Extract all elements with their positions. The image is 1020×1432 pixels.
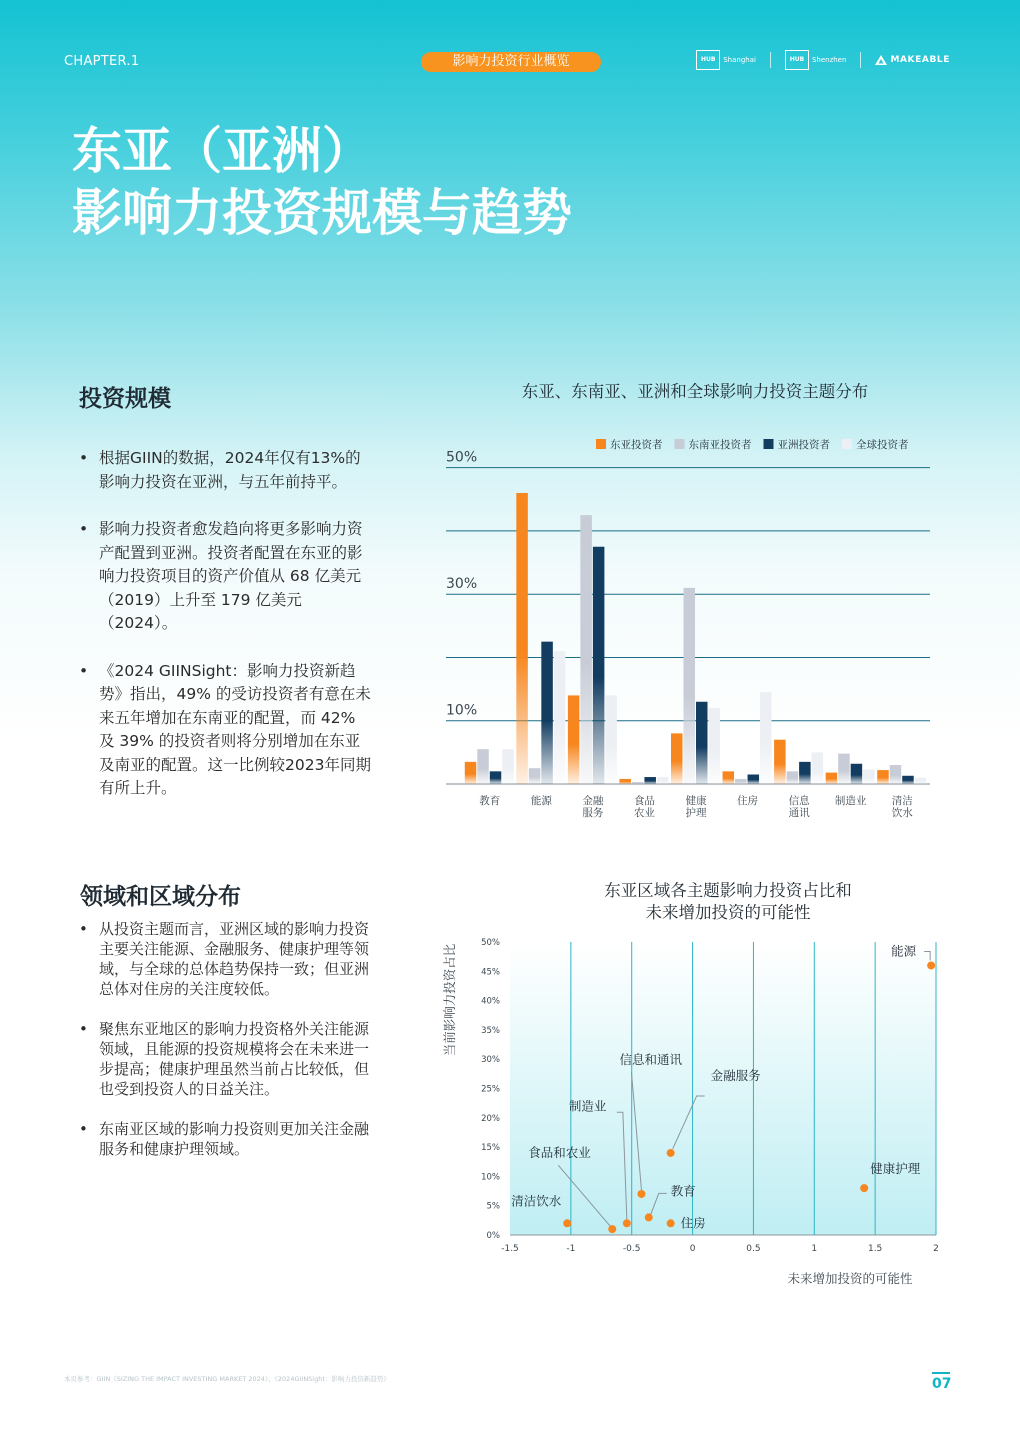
bar-1-4 <box>684 588 696 784</box>
scatter-point-4 <box>608 1225 616 1233</box>
bar-0-7 <box>826 773 838 784</box>
scatter-point-8 <box>860 1184 868 1192</box>
bar-category-label: 农业 <box>633 807 655 819</box>
bar-0-3 <box>619 779 631 784</box>
scatter-point-label: 信息和通讯 <box>619 1051 682 1067</box>
bar-3-0 <box>502 749 514 784</box>
scatter-x-tick-label: 0.5 <box>746 1244 761 1254</box>
bar-category-label: 食品 <box>633 795 655 807</box>
bar-category-label: 健康 <box>685 795 707 807</box>
list-item: • 聚焦东亚地区的影响力投资格外关注能源领域，且能源的投资规模将会在未来进一步提高；健康护理虽然当前占比较低，但也受到投资人的日益关注。 <box>79 1019 379 1099</box>
scatter-point-3 <box>623 1219 631 1227</box>
bar-3-3 <box>657 777 669 784</box>
section-pill: 影响力投资行业概览 <box>421 52 601 72</box>
scatter-x-tick-label: -1 <box>566 1244 576 1254</box>
page-number-accent <box>932 1372 950 1374</box>
bar-category-label: 清洁 <box>891 795 913 807</box>
bar-2-8 <box>902 776 914 784</box>
scatter-y-tick-label: 35% <box>481 1025 500 1036</box>
makeable-text: MAKEABLE <box>890 55 950 65</box>
scale-bullet-list <box>79 447 375 801</box>
bar-3-5 <box>760 692 772 784</box>
makeable-triangle-icon <box>875 55 887 65</box>
bar-category-label: 服务 <box>582 807 604 819</box>
bar-0-1 <box>516 493 528 784</box>
legend-label: 东亚投资者 <box>610 439 663 451</box>
bar-category-label: 制造业 <box>834 795 867 807</box>
bar-0-0 <box>465 762 477 784</box>
list-item: • 根据GIIN的数据，2024年仅有13%的影响力投资在亚洲，与五年前持平。 <box>79 447 375 494</box>
scatter-y-tick-label: 5% <box>486 1201 500 1212</box>
legend-swatch <box>675 439 685 449</box>
bar-0-5 <box>723 771 735 784</box>
section-heading-distribution: 领域和区域分布 <box>80 884 241 910</box>
bar-3-1 <box>554 651 566 784</box>
bar-0-8 <box>877 770 889 784</box>
scatter-point-6 <box>645 1213 653 1221</box>
scatter-point-label: 食品和农业 <box>528 1145 591 1161</box>
bar-1-1 <box>529 768 541 784</box>
scatter-y-tick-label: 15% <box>481 1143 500 1154</box>
footer-source: 本页参考：GIIN《SIZING THE IMPACT INVESTING MARKET 2024》；《2024GIINSight：影响力投资新趋势》 <box>64 1375 390 1383</box>
scatter-point-label: 能源 <box>891 943 917 959</box>
scatter-point-label: 清洁饮水 <box>511 1193 562 1209</box>
bar-2-5 <box>748 775 760 784</box>
scatter-point-label: 住房 <box>680 1215 706 1231</box>
bar-category-label: 信息 <box>788 795 810 807</box>
section-heading-scale: 投资规模 <box>79 386 171 412</box>
bar-chart-title: 东亚、东南亚、亚洲和全球影响力投资主题分布 <box>521 382 869 401</box>
bar-category-label: 住房 <box>737 795 759 807</box>
scatter-x-tick-label: -0.5 <box>622 1244 641 1254</box>
bar-1-3 <box>632 782 644 784</box>
impact-hub-shanghai-logo <box>696 50 756 70</box>
scatter-y-tick-label: 0% <box>486 1231 500 1241</box>
bar-2-4 <box>696 702 708 784</box>
list-item: • 《2024 GIINSight：影响力投资新趋势》指出，49% 的受访投资者有意在未来五年增加在东南亚的配置，而 42% 及 39% 的投资者则将分别增加在东亚及南亚的配置。这一比例较2023年同期有所上升。 <box>79 660 375 801</box>
impact-hub-box-icon: HUB <box>696 50 720 70</box>
distribution-bullet-list <box>79 919 379 1159</box>
scatter-y-tick-label: 40% <box>481 996 500 1007</box>
scatter-y-axis-label: 当前影响力投资占比 <box>442 943 457 1057</box>
legend-label: 东南亚投资者 <box>688 439 752 451</box>
scatter-point-7 <box>667 1219 675 1227</box>
partner-logos <box>696 50 950 70</box>
scatter-plot-area <box>510 942 936 1235</box>
scatter-point-1 <box>637 1190 645 1198</box>
bar-2-1 <box>541 642 553 784</box>
scatter-point-2 <box>667 1149 675 1157</box>
logo-divider <box>770 52 771 68</box>
bar-1-8 <box>890 765 902 784</box>
bar-3-4 <box>709 708 721 784</box>
scatter-chart <box>430 930 960 1300</box>
bar-3-8 <box>915 778 927 784</box>
bar-category-label: 金融 <box>582 795 604 807</box>
bar-2-0 <box>490 771 502 784</box>
scatter-x-tick-label: 1 <box>811 1244 818 1254</box>
bar-1-7 <box>838 754 850 784</box>
bar-2-7 <box>851 764 863 784</box>
bar-1-6 <box>787 771 799 784</box>
bar-1-0 <box>477 749 489 784</box>
scatter-point-label: 制造业 <box>568 1098 607 1114</box>
bar-2-6 <box>799 762 811 784</box>
scatter-point-label: 金融服务 <box>710 1067 761 1083</box>
impact-hub-shanghai-text: Shanghai <box>723 56 756 64</box>
scatter-y-tick-label: 20% <box>481 1113 500 1124</box>
bar-2-3 <box>644 777 656 784</box>
logo-divider <box>860 52 861 68</box>
scatter-y-tick-label: 10% <box>481 1172 500 1183</box>
bar-3-7 <box>863 769 875 784</box>
scatter-point-0 <box>927 961 935 969</box>
bar-category-label: 饮水 <box>891 807 913 819</box>
scatter-title-line2: 未来增加投资的可能性 <box>645 903 811 922</box>
impact-hub-box-icon: HUB <box>785 50 809 70</box>
page-title <box>72 120 572 244</box>
scatter-point-label: 健康护理 <box>870 1161 921 1177</box>
bar-category-label: 护理 <box>685 807 707 819</box>
bar-1-5 <box>735 779 747 784</box>
legend-swatch <box>764 439 774 449</box>
bar-y-tick-label: 30% <box>446 576 478 593</box>
bar-category-label: 教育 <box>479 795 501 807</box>
page-title-line1: 东亚（亚洲） <box>72 122 372 180</box>
legend-label: 全球投资者 <box>856 439 909 451</box>
bar-1-2 <box>580 515 592 784</box>
scatter-x-tick-label: 1.5 <box>867 1244 883 1254</box>
list-item: • 东南亚区域的影响力投资则更加关注金融服务和健康护理领域。 <box>79 1119 379 1159</box>
bar-0-6 <box>774 740 786 784</box>
bar-category-label: 能源 <box>530 795 552 807</box>
makeable-logo <box>875 55 950 65</box>
scatter-x-axis-label: 未来增加投资的可能性 <box>787 1271 913 1286</box>
scatter-x-tick-label: -1.5 <box>501 1244 519 1254</box>
impact-hub-shenzhen-logo <box>785 50 846 70</box>
list-item: • 从投资主题而言，亚洲区域的影响力投资主要关注能源、金融服务、健康护理等领域，与全球的总体趋势保持一致；但亚洲总体对住房的关注度较低。 <box>79 919 379 999</box>
bar-y-tick-label: 50% <box>446 449 478 466</box>
scatter-title-line1: 东亚区域各主题影响力投资占比和 <box>604 881 852 900</box>
bar-category-label: 通讯 <box>788 807 810 819</box>
scatter-y-tick-label: 25% <box>481 1084 500 1095</box>
scatter-y-tick-label: 45% <box>481 967 500 978</box>
chapter-label: CHAPTER.1 <box>64 54 140 69</box>
legend-swatch <box>842 439 852 449</box>
bar-3-6 <box>812 752 824 784</box>
page-title-line2: 影响力投资规模与趋势 <box>72 184 572 242</box>
legend-swatch <box>596 439 606 449</box>
list-item: • 影响力投资者愈发趋向将更多影响力资产配置到亚洲。投资者配置在东亚的影响力投资项目的资产价值从 68 亿美元（2019）上升至 179 亿美元（2024）。 <box>79 518 375 636</box>
bar-3-2 <box>605 695 617 784</box>
bar-chart <box>440 428 940 828</box>
page-number: 07 <box>932 1376 952 1392</box>
bar-y-tick-label: 10% <box>446 702 478 719</box>
scatter-y-tick-label: 30% <box>481 1055 500 1066</box>
scatter-point-5 <box>563 1219 571 1227</box>
scatter-x-tick-label: 2 <box>933 1244 939 1254</box>
impact-hub-shenzhen-text: Shenzhen <box>811 56 847 64</box>
bar-0-2 <box>568 695 580 784</box>
bar-2-2 <box>593 547 605 784</box>
bar-0-4 <box>671 733 683 784</box>
scatter-chart-title <box>530 880 926 924</box>
scatter-x-tick-label: 0 <box>689 1244 696 1254</box>
scatter-point-label: 教育 <box>670 1183 696 1199</box>
legend-label: 亚洲投资者 <box>777 439 830 451</box>
scatter-y-tick-label: 50% <box>481 938 500 948</box>
